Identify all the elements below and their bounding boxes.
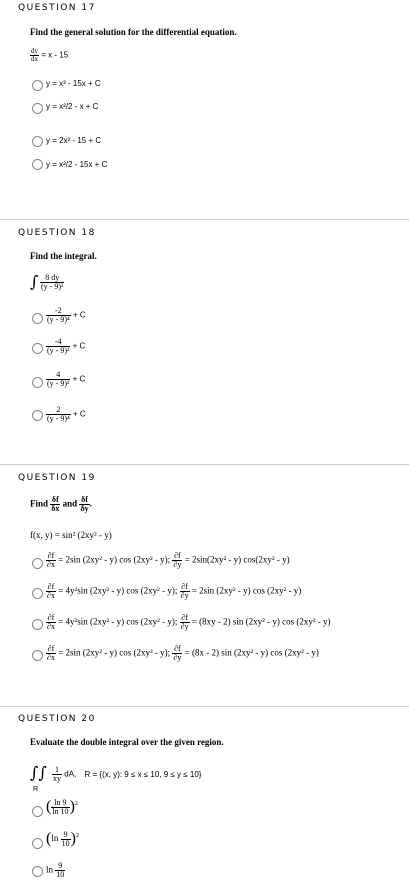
q20-option-3-radio[interactable]	[32, 866, 43, 877]
q19-opt1-fy: = 2sin(2xy² - y) cos(2xy² - y)	[184, 554, 290, 565]
q20-opt3-den: 10	[56, 870, 65, 879]
region-label: R	[33, 786, 39, 793]
question-18-prompt: Find the integral.	[30, 251, 97, 261]
question-18-header	[0, 225, 409, 243]
q19-option-1-radio[interactable]	[32, 558, 43, 569]
q18-opt4-tail: + C	[73, 409, 86, 419]
q18-option-3-label[interactable]	[46, 371, 85, 388]
question-17-heading: QUESTION 17	[18, 3, 96, 13]
q18-option-4-radio[interactable]	[32, 410, 43, 421]
q19-option-3-label[interactable]: $\frac{\partial f}{\partial x}$ = 4y²sin (2xy² - y) cos (2xy² - y); $\frac{\partial f}{\partial y}$ = (8xy - 2) sin (2xy² - y) cos (2xy² - y)	[47, 613, 331, 631]
q20-region: R = {(x, y): 9 ≤ x ≤ 10, 9 ≤ y ≤ 10}	[84, 769, 202, 779]
int-den: (y - 9)³	[41, 282, 64, 291]
question-19-header	[0, 470, 409, 488]
q20-option-2-radio[interactable]	[32, 838, 43, 849]
q19-opt2-fy: = 2sin (2xy² - y) cos (2xy² - y)	[191, 585, 302, 596]
q18-opt2-den: (y - 9)²	[47, 346, 70, 355]
q19-opt3-fx: = 4y²sin (2xy² - y) cos (2xy² - y);	[58, 616, 178, 627]
q20-option-2-label[interactable]: (ln $\frac{9}{10}$ )$^2$	[46, 829, 79, 848]
integral-sign: ∫	[30, 272, 39, 291]
q18-option-1-radio[interactable]	[32, 313, 43, 324]
question-20-header	[0, 711, 409, 729]
q20-option-1-radio[interactable]	[32, 806, 43, 817]
q18-opt2-num: -4	[54, 337, 62, 346]
q18-opt3-den: (y - 9)²	[47, 379, 70, 388]
q19-opt1-fx: = 2sin (2xy² - y) cos (2xy² - y);	[58, 554, 171, 565]
q20-opt2-den: 10	[61, 838, 70, 848]
q19-option-2-radio[interactable]	[32, 588, 43, 599]
q19-find: Find	[30, 498, 49, 509]
q19-dx: δx	[51, 504, 60, 513]
question-19-prompt: Find $\frac{\delta f}{\delta x}$ and $\frac{\delta f}{\delta y}$ .	[30, 495, 92, 513]
q19-dy: δy	[80, 504, 89, 513]
q19-option-2-label[interactable]: $\frac{\partial f}{\partial x}$ = 4y²sin (2xy² - y) cos (2xy² - y); $\frac{\partial f}{\partial y}$ = 2sin (2xy² - y) cos (2xy² - y)	[47, 582, 302, 600]
eq-num: dy	[31, 47, 38, 55]
question-18-heading: QUESTION 18	[18, 228, 96, 238]
question-19-heading: QUESTION 19	[18, 473, 96, 483]
q20-opt3-num: 9	[58, 861, 63, 870]
q19-opt2-fx: = 4y²sin (2xy² - y) cos (2xy² - y);	[58, 585, 178, 596]
eq-den: dx	[31, 55, 38, 63]
q18-opt4-den: (y - 9)⁴	[47, 414, 70, 423]
q18-opt3-tail: + C	[72, 374, 86, 384]
q17-option-1-label[interactable]: y = x³ - 15x + C	[46, 79, 101, 88]
q20-opt2-prefix: ln	[51, 833, 59, 844]
divider	[0, 219, 409, 220]
q18-integrand	[40, 274, 64, 291]
q20-opt2-num: 9	[63, 829, 68, 839]
q20-option-1-label[interactable]: ( $\frac{\ln 9}{\ln 10}$ )$^2$	[46, 797, 78, 816]
divider	[0, 464, 409, 465]
q20-int-tail: dA,	[64, 769, 77, 779]
q18-opt1-tail: + C	[73, 310, 86, 320]
q20-integrand	[52, 766, 201, 783]
q17-option-3-label[interactable]: y = 2x² - 15 + C	[46, 136, 102, 145]
q20-option-3-label[interactable]	[46, 862, 65, 879]
q17-option-4-label[interactable]: y = x²/2 - 15x + C	[46, 160, 108, 169]
q19-and: and	[62, 498, 78, 509]
int-num: 8 dy	[45, 273, 60, 282]
q18-option-3-radio[interactable]	[32, 377, 43, 388]
q17-option-1-radio[interactable]	[32, 80, 43, 91]
q19-opt4-fx: = 2sin (2xy² - y) cos (2xy² - y);	[58, 647, 171, 658]
question-20-heading: QUESTION 20	[18, 714, 96, 724]
q18-opt4-num: 2	[56, 405, 61, 414]
q18-option-2-label[interactable]	[46, 338, 85, 355]
q19-opt3-fy: = (8xy - 2) sin (2xy² - y) cos (2xy² - y)	[191, 616, 331, 627]
q20-opt1-den: ln 10	[52, 806, 69, 816]
question-17-prompt: Find the general solution for the differential equation.	[30, 27, 237, 37]
q19-option-4-label[interactable]: $\frac{\partial f}{\partial x}$ = 2sin (2xy² - y) cos (2xy² - y); $\frac{\partial f}{\partial y}$ = (8x - 2) sin (2xy² - y) cos (2xy² - y)	[47, 644, 319, 662]
q20-opt3-prefix: ln	[46, 864, 54, 875]
q18-opt1-num: -2	[55, 306, 62, 315]
q19-opt4-fy: = (8x - 2) sin (2xy² - y) cos (2xy² - y)	[184, 647, 319, 658]
q18-opt3-num: 4	[56, 370, 61, 379]
q20-int-den: xy	[53, 774, 61, 783]
q19-function: f(x, y) = sin² (2xy² - y)	[30, 530, 112, 540]
eq-rhs: = x - 15	[41, 50, 69, 60]
q18-option-1-label[interactable]	[46, 307, 86, 324]
q17-option-2-radio[interactable]	[32, 103, 43, 114]
q20-opt1-num: ln 9	[54, 797, 67, 807]
q19-option-1-label[interactable]: $\frac{\partial f}{\partial x}$ = 2sin (2xy² - y) cos (2xy² - y); $\frac{\partial f}{\partial y}$ = 2sin(2xy² - y) cos(2xy² - y)	[47, 551, 290, 569]
q18-option-4-label[interactable]	[46, 406, 86, 423]
q19-option-4-radio[interactable]	[32, 650, 43, 661]
q19-df-2: δf	[81, 495, 88, 504]
q18-option-2-radio[interactable]	[32, 343, 43, 354]
question-17-header	[0, 0, 409, 18]
q20-opt2-exp: 2	[75, 833, 79, 840]
q18-opt1-den: (y - 9)⁴	[47, 315, 70, 324]
question-20-prompt: Evaluate the double integral over the given region.	[30, 737, 224, 747]
q19-option-3-radio[interactable]	[32, 619, 43, 630]
q20-int-num: 1	[55, 765, 59, 774]
q20-opt1-exp: 2	[74, 801, 78, 808]
q19-df-1: δf	[51, 495, 59, 504]
q17-option-4-radio[interactable]	[32, 159, 43, 170]
q17-option-2-label[interactable]: y = x²/2 - x + C	[46, 102, 99, 111]
q17-option-3-radio[interactable]	[32, 136, 43, 147]
question-17-equation	[30, 48, 68, 63]
divider	[0, 706, 409, 707]
q18-opt2-tail: + C	[72, 341, 86, 351]
double-integral-sign: ∫∫	[30, 763, 47, 782]
